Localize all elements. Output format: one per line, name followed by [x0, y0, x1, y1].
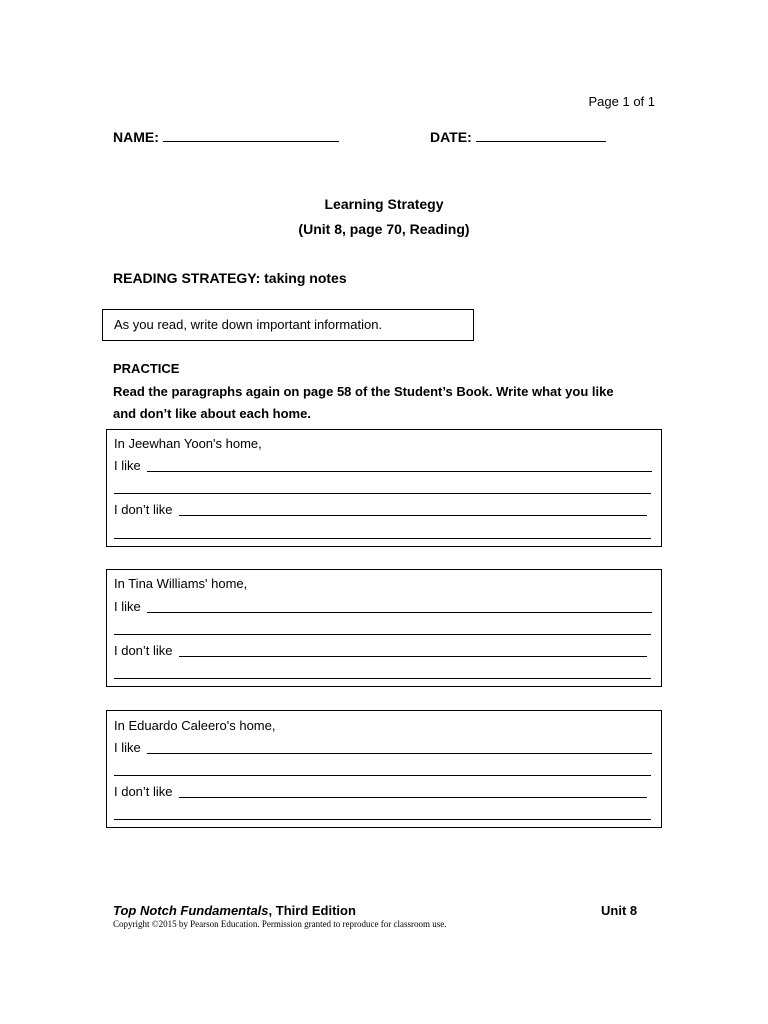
worksheet-title: Learning Strategy [324, 196, 444, 212]
like-answer-line[interactable] [147, 753, 652, 754]
worksheet-subtitle: (Unit 8, page 70, Reading) [298, 221, 470, 237]
dislike-label: I don’t like [114, 643, 173, 658]
page-number: Page 1 of 1 [588, 94, 655, 109]
footer-book-title [113, 903, 356, 918]
home-box-eduardo-caleero [106, 710, 662, 828]
date-field-row [430, 127, 606, 145]
like-label: I like [114, 740, 141, 755]
name-label: NAME: [113, 129, 159, 145]
tip-text: As you read, write down important information. [114, 317, 383, 332]
name-blank[interactable] [163, 127, 339, 142]
like-label: I like [114, 599, 141, 614]
dislike-answer-line-2[interactable] [114, 678, 651, 679]
dislike-label: I don’t like [114, 502, 173, 517]
instructions-line-1: Read the paragraphs again on page 58 of the Student’s Book. Write what you like [113, 384, 614, 399]
date-blank[interactable] [476, 127, 606, 142]
dislike-answer-line[interactable] [179, 656, 647, 657]
date-label: DATE: [430, 129, 472, 145]
home-heading: In Jeewhan Yoon's home, [114, 436, 262, 451]
practice-heading: PRACTICE [113, 361, 180, 376]
name-field-row [113, 127, 339, 145]
strategy-heading: READING STRATEGY: taking notes [113, 270, 347, 286]
copyright-notice: Copyright ©2015 by Pearson Education. Permission granted to reproduce for classroom use. [113, 919, 447, 929]
like-answer-line[interactable] [147, 612, 652, 613]
like-answer-line-2[interactable] [114, 634, 651, 635]
practice-instructions [113, 381, 673, 425]
book-title: Top Notch Fundamentals [113, 903, 269, 918]
dislike-answer-line-2[interactable] [114, 819, 651, 820]
footer-unit: Unit 8 [601, 903, 638, 918]
like-answer-line-2[interactable] [114, 493, 651, 494]
home-heading: In Tina Williams' home, [114, 576, 248, 591]
like-label: I like [114, 458, 141, 473]
instructions-line-2: and don’t like about each home. [113, 406, 311, 421]
tip-box [102, 309, 474, 341]
like-answer-line[interactable] [147, 471, 652, 472]
book-edition: , Third Edition [268, 903, 356, 918]
home-heading: In Eduardo Caleero's home, [114, 718, 276, 733]
dislike-answer-line[interactable] [179, 515, 647, 516]
dislike-label: I don’t like [114, 784, 173, 799]
home-box-jeewhan-yoon [106, 429, 662, 547]
dislike-answer-line-2[interactable] [114, 538, 651, 539]
home-box-tina-williams [106, 569, 662, 687]
dislike-answer-line[interactable] [179, 797, 647, 798]
like-answer-line-2[interactable] [114, 775, 651, 776]
